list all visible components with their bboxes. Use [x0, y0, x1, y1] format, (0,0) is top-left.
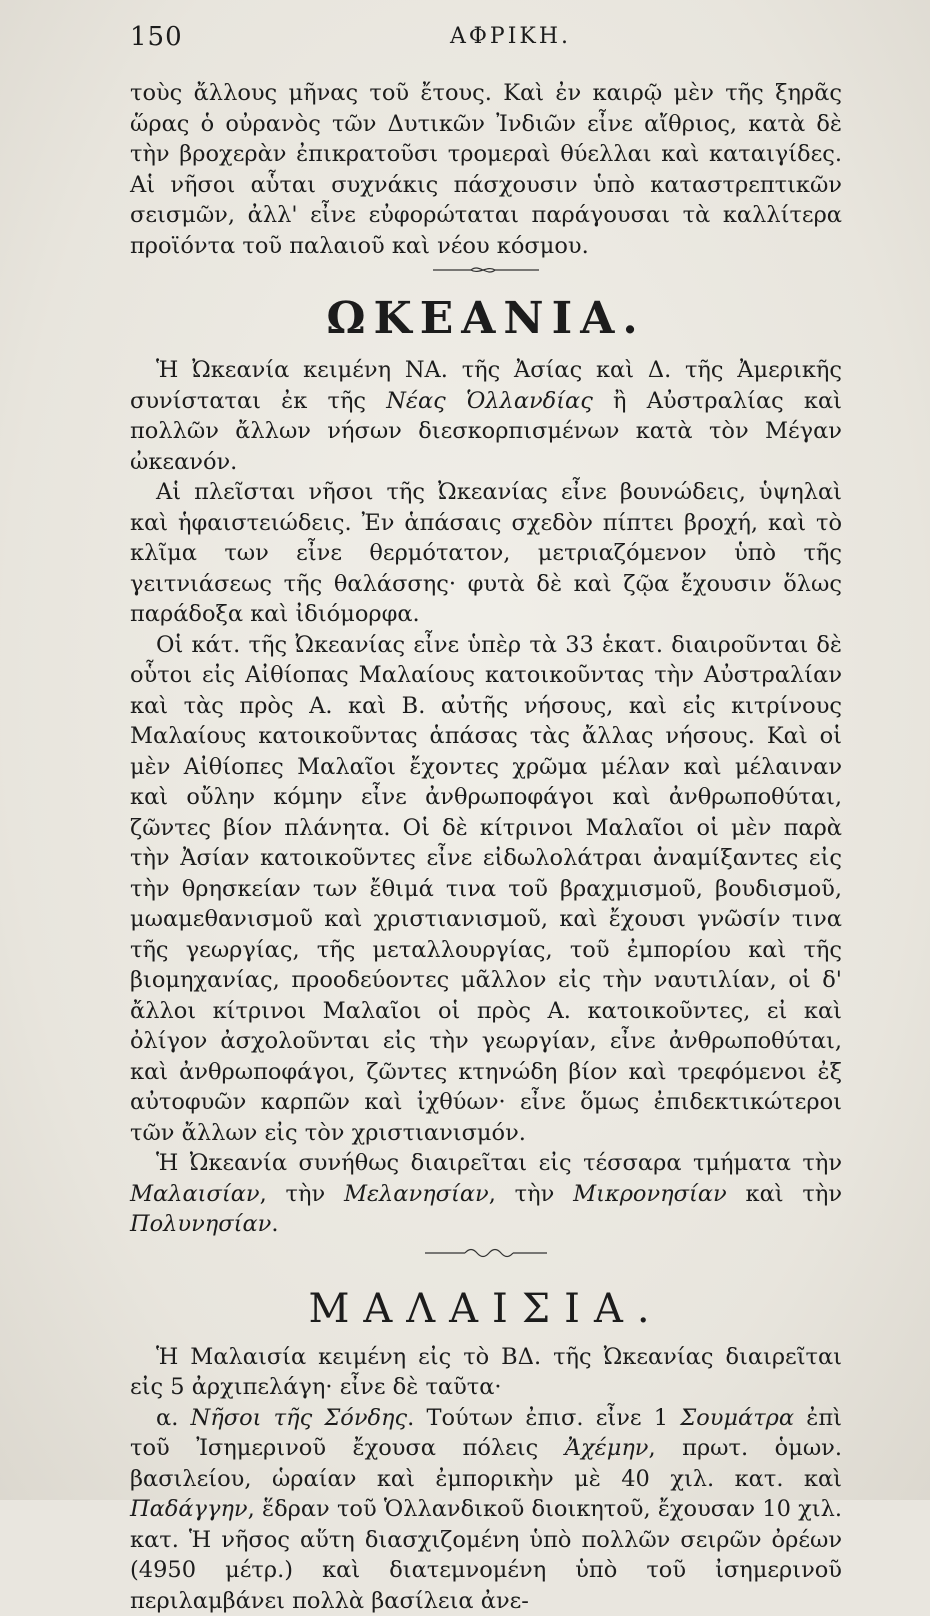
- text-run: , τὴν: [489, 1181, 573, 1207]
- text-run: ἐπὶ τοῦ Ἰσημερινοῦ ἔχουσα πόλεις: [130, 1405, 842, 1462]
- italic-term: Παδάγγην: [130, 1496, 248, 1522]
- italic-term: Μικρονησίαν: [573, 1181, 727, 1207]
- malaisia-paragraph-2: [130, 1403, 842, 1616]
- text-run: Ἡ Ὠκεανία συνήθως διαιρεῖται εἰς τέσσαρα τμήματα τὴν: [156, 1150, 842, 1176]
- page-number: 150: [130, 22, 183, 52]
- text-run: Ἡ Ὠκεανία κειμένη ΝΑ. τῆς Ἀσίας καὶ Δ. τῆς Ἀμερικῆς συνίσταται ἐκ τῆς: [130, 357, 842, 414]
- italic-term: Πολυνησίαν: [130, 1211, 271, 1237]
- section-title-oceania: ΩΚΕΑΝΙΑ.: [130, 289, 842, 349]
- italic-term: Νέας Ὁλλανδίας: [386, 388, 593, 414]
- text-run: , τὴν: [260, 1181, 344, 1207]
- intro-paragraph: τοὺς ἄλλους μῆνας τοῦ ἔτους. Καὶ ἐν καιρῷ μὲν τῆς ξηρᾶς ὥρας ὁ οὐρανὸς τῶν Δυτικῶν Ἰνδιῶν εἶνε αἴθριος, κατὰ δὲ τὴν βροχερὰν ἐπικρατοῦσι τρομεραὶ θύελλαι καὶ καταιγίδες. Αἱ νῆσοι αὗται συχνάκις πάσχουσιν ὑπὸ καταστρεπτικῶν σεισμῶν, ἀλλ' εἶνε εὐφορώταται παράγουσαι τὰ καλλίτερα προϊόντα τοῦ παλαιοῦ καὶ νέου κόσμου.: [130, 78, 842, 261]
- oceania-paragraph-4: [130, 1148, 842, 1240]
- malaisia-paragraph-1: Ἡ Μαλαισία κειμένη εἰς τὸ ΒΔ. τῆς Ὠκεανίας διαιρεῖται εἰς 5 ἀρχιπελάγη· εἶνε δὲ ταῦτα·: [130, 1342, 842, 1403]
- text-run: , πρωτ. ὁμων. βασιλείου, ὡραίαν καὶ ἐμπορικὴν μὲ 40 χιλ. κατ. καὶ: [130, 1435, 842, 1492]
- oceania-paragraph-2: Αἱ πλεῖσται νῆσοι τῆς Ὠκεανίας εἶνε βουνώδεις, ὑψηλαὶ καὶ ἡφαιστειώδεις. Ἐν ἁπάσαις σχεδὸν πίπτει βροχή, καὶ τὸ κλῖμα των εἶνε θερμότατον, μετριαζόμενον ὑπὸ τῆς γειτνιάσεως τῆς θαλάσσης· φυτὰ δὲ καὶ ζῷα ἔχουσιν ὅλως παράδοξα καὶ ἰδιόμορφα.: [130, 477, 842, 630]
- running-head: ΑΦΡΙΚΗ.: [450, 24, 571, 49]
- section-title-malaisia: ΜΑΛΑΙΣΙΑ.: [130, 1282, 842, 1336]
- italic-term: Σουμάτρα: [680, 1405, 794, 1431]
- text-run: α.: [156, 1405, 191, 1431]
- oceania-paragraph-3: Οἱ κάτ. τῆς Ὠκεανίας εἶνε ὑπὲρ τὰ 33 ἑκατ. διαιροῦνται δὲ οὗτοι εἰς Αἰθίοπας Μαλαίους κατοικοῦντας τὴν Αὐστραλίαν καὶ τὰς πρὸς Α. καὶ Β. αὐτῆς νήσους, καὶ εἰς κιτρίνους Μαλαίους κατοικοῦντας ἁπάσας τὰς ἄλλας νήσους. Καὶ οἱ μὲν Αἰθίοπες Μαλαῖοι ἔχοντες χρῶμα μέλαν καὶ μέλαιναν καὶ οὔλην κόμην εἶνε ἀνθρωποφάγοι καὶ ἀνθρωποθύται, ζῶντες βίον πλάνητα. Οἱ δὲ κίτρινοι Μαλαῖοι οἱ μὲν παρὰ τὴν Ἀσίαν κατοικοῦντες εἶνε εἰδωλολάτραι ἀναμίξαντες εἰς τὴν θρησκείαν των ἔθιμά τινα τοῦ βραχμισμοῦ, βουδισμοῦ, μωαμεθανισμοῦ καὶ χριστιανισμοῦ, καὶ ἔχουσι γνῶσίν τινα τῆς γεωργίας, τῆς μεταλλουργίας, τοῦ ἐμπορίου καὶ τῆς βιομηχανίας, προοδεύοντες μᾶλλον εἰς τὴν ναυτιλίαν, οἱ δ' ἄλλοι κίτρινοι Μαλαῖοι οἱ πρὸς Α. κατοικοῦντες, εἰ καὶ ὀλίγον ἀσχολοῦνται εἰς τὴν γεωργίαν, εἶνε ἀνθρωποθύται, καὶ ἀνθρωποφάγοι, ζῶντες κτηνώδη βίον καὶ τρεφόμενοι ἐξ αὐτοφυῶν καρπῶν καὶ ἰχθύων· εἶνε ὅμως ἐπιδεκτικώτεροι τῶν ἄλλων εἰς τὸν χριστιανισμόν.: [130, 630, 842, 1149]
- text-run: καὶ τὴν: [727, 1181, 842, 1207]
- italic-term: Μελανησίαν: [344, 1181, 489, 1207]
- italic-term: Μαλαισίαν: [130, 1181, 260, 1207]
- text-run: .: [271, 1211, 278, 1237]
- text-run: . Τούτων ἐπισ. εἶνε 1: [407, 1405, 680, 1431]
- text-run: , ἕδραν τοῦ Ὁλλανδικοῦ διοικητοῦ, ἔχουσαν 10 χιλ. κατ. Ἡ νῆσος αὕτη διασχιζομένη ὑπὸ πολλῶν σειρῶν ὀρέων (4950 μέτρ.) καὶ διατεμνομένη ὑπὸ τοῦ ἰσημερινοῦ περιλαμβάνει πολλὰ βασίλεια ἀνε-: [130, 1496, 842, 1614]
- italic-term: Νῆσοι τῆς Σόνδης: [191, 1405, 408, 1431]
- ornament-divider: [431, 263, 541, 277]
- text-run: ἢ Αὐστραλίας καὶ πολλῶν ἄλλων νήσων διεσκορπισμένων κατὰ τὸν Μέγαν ὠκεανόν.: [130, 388, 842, 475]
- italic-term: Ἀχέμην: [565, 1435, 649, 1461]
- page-header: [130, 22, 830, 56]
- ornament-divider-2: [421, 1246, 551, 1260]
- oceania-paragraph-1: [130, 355, 842, 477]
- page-body: [130, 78, 842, 1616]
